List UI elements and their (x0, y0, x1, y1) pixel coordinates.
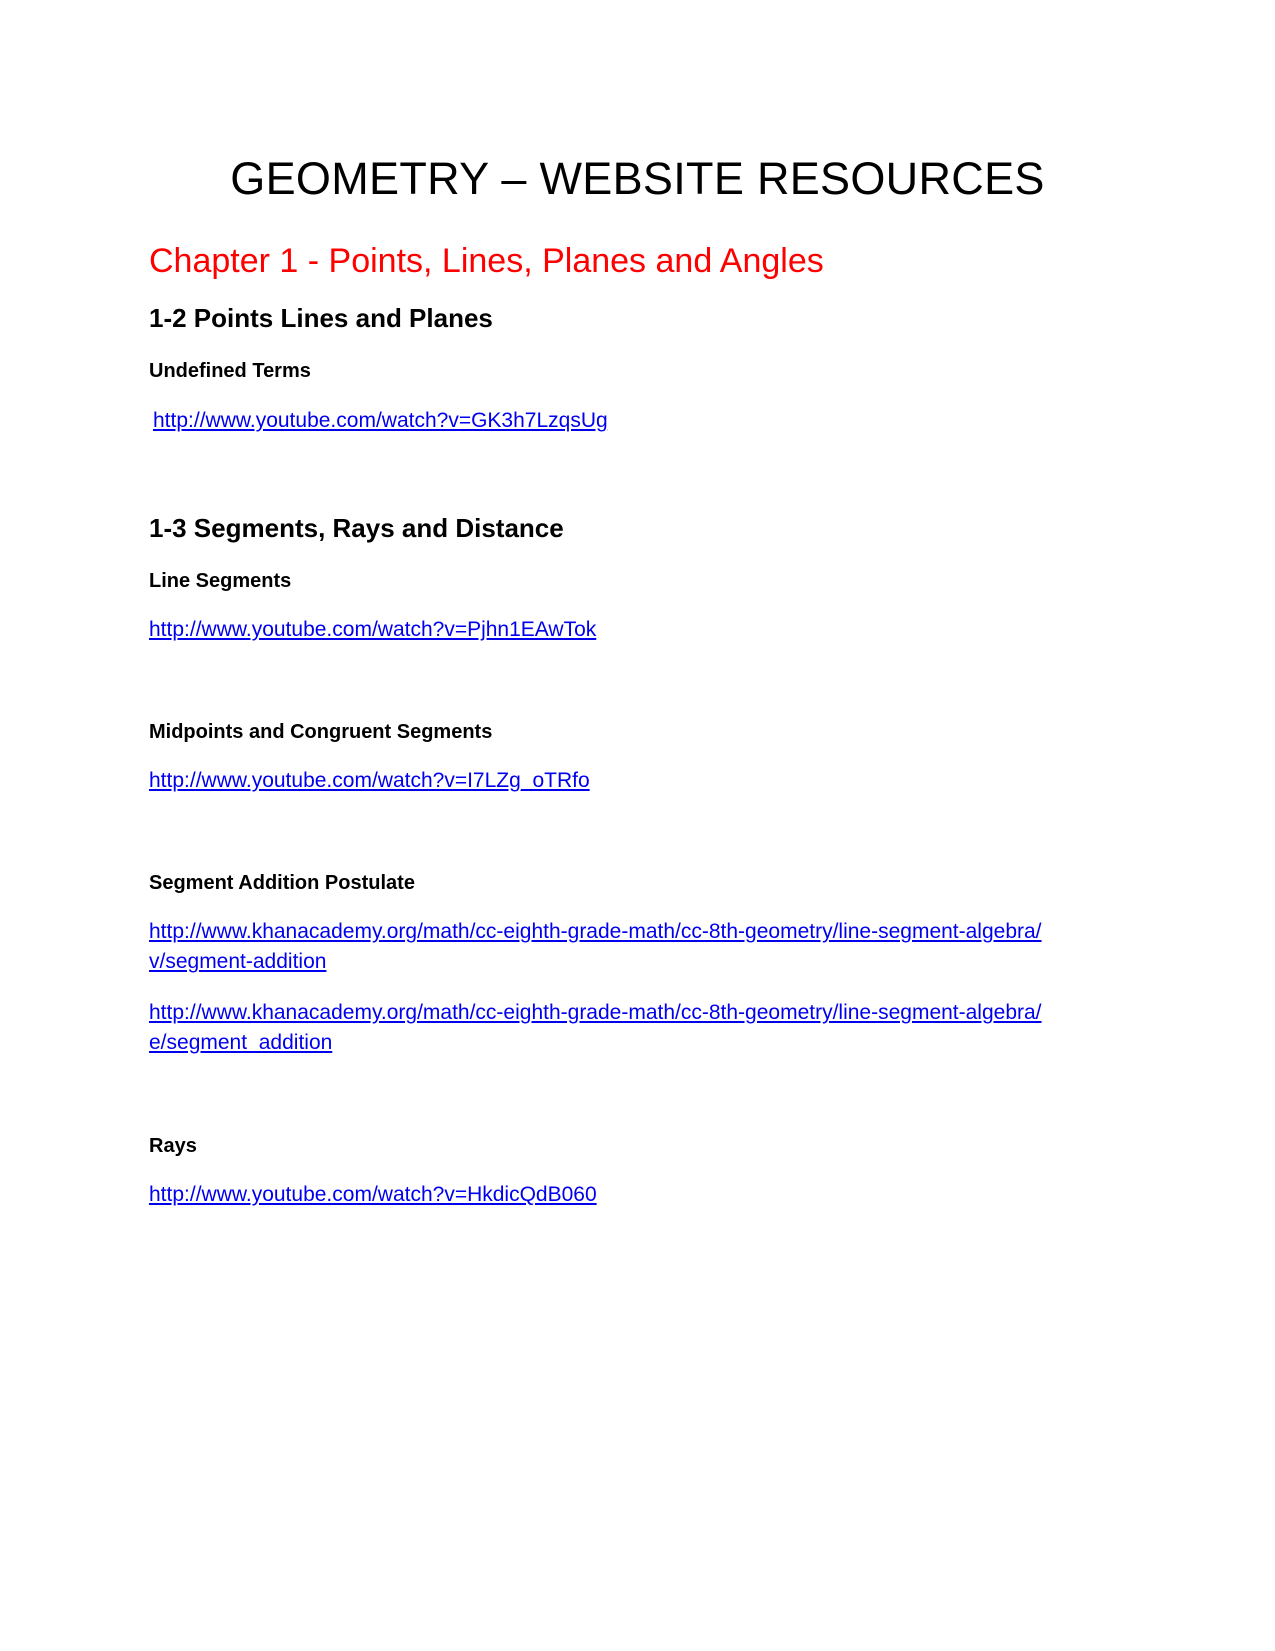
link-segment-addition-video[interactable]: http://www.khanacademy.org/math/cc-eighth-grade-math/cc-8th-geometry/line-segment-algebra/v/segment-addition (149, 920, 1042, 973)
topic-undefined-terms: Undefined Terms (149, 360, 311, 382)
link-line-segments[interactable]: http://www.youtube.com/watch?v=Pjhn1EAwTok (149, 618, 597, 641)
section-heading-1-2: 1-2 Points Lines and Planes (149, 303, 493, 333)
topic-midpoints-congruent-segments: Midpoints and Congruent Segments (149, 721, 493, 743)
topic-line-segments: Line Segments (149, 570, 292, 592)
topic-rays: Rays (149, 1135, 197, 1157)
topic-segment-addition-postulate: Segment Addition Postulate (149, 872, 415, 894)
document-title: GEOMETRY – WEBSITE RESOURCES (230, 153, 1045, 204)
link-undefined-terms[interactable]: http://www.youtube.com/watch?v=GK3h7LzqsUg (153, 409, 608, 432)
link-segment-addition-exercise[interactable]: http://www.khanacademy.org/math/cc-eighth-grade-math/cc-8th-geometry/line-segment-algebra/e/segment_addition (149, 1001, 1042, 1054)
link-midpoints-congruent-segments[interactable]: http://www.youtube.com/watch?v=I7LZg_oTRfo (149, 769, 590, 792)
section-heading-1-3: 1-3 Segments, Rays and Distance (149, 513, 564, 543)
link-rays[interactable]: http://www.youtube.com/watch?v=HkdicQdB060 (149, 1183, 597, 1206)
chapter-heading: Chapter 1 - Points, Lines, Planes and Angles (149, 242, 824, 280)
